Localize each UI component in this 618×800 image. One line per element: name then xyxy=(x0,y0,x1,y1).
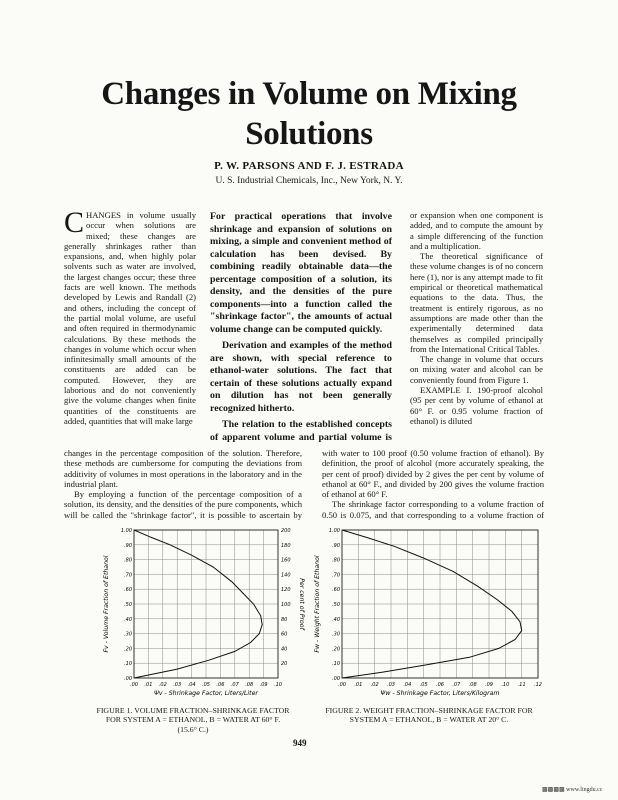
y-tick-label: .00 xyxy=(332,676,340,682)
x-tick-label: .08 xyxy=(468,682,477,688)
y2-tick-label: 120 xyxy=(281,587,291,594)
x-tick-label: .10 xyxy=(501,682,510,688)
y-tick-label: .30 xyxy=(124,631,132,638)
x-tick-label: .02 xyxy=(370,682,379,688)
figure-2-caption xyxy=(312,706,546,725)
figure-1-caption-line-1: FIGURE 1. VOLUME FRACTION–SHRINKAGE FACTOR xyxy=(96,706,290,715)
x-tick-label: .01 xyxy=(354,682,363,688)
article-title-line2: Solutions xyxy=(245,116,373,152)
figure-1-caption-line-3: (15.6° C.) xyxy=(177,724,209,734)
x-tick-label: .04 xyxy=(403,682,412,688)
y-tick-label: .40 xyxy=(124,616,132,623)
figure-2-chart xyxy=(310,522,550,700)
y2-tick-label: 80 xyxy=(281,616,288,623)
x-tick-label: .11 xyxy=(517,682,526,688)
y-tick-label: .60 xyxy=(124,587,132,594)
figure-1-caption xyxy=(76,706,310,734)
y-tick-label: .90 xyxy=(332,542,340,549)
article-title-line1: Changes in Volume on Mixing xyxy=(101,76,517,112)
authors: P. W. PARSONS AND F. J. ESTRADA xyxy=(214,160,404,172)
figure-1-chart xyxy=(100,522,308,700)
y-tick-label: .50 xyxy=(332,602,340,608)
y2-tick-label: 40 xyxy=(281,646,288,653)
y-tick-label: .20 xyxy=(124,646,132,653)
y2-tick-label: 100 xyxy=(281,602,291,608)
x-tick-label: .10 xyxy=(274,682,282,688)
x-tick-label: .12 xyxy=(534,682,542,688)
lower-left-paragraph-2: By employing a function of the percentage composition of a solution, its density, and the densities of the pure components, which will be called the "shrinkage factor", it is possible to ascertain by xyxy=(64,489,302,520)
y2-axis-label: Per cent of Proof xyxy=(298,578,305,630)
col1-paragraph: HANGES in volume usually occur when solutions are mixed; these changes are generally shrinkages rather than expansions, and, when highly polar solvents such as water are involved, the largest changes occur; these three facts are well known. The methods developed by Lewis and Randall (2) and others, including the concept of the partial molal volume, are useful and often required in thermodynamic calculations. By these methods the changes in volume which occur when infinitesimally small amounts of the constituents are added can be computed. However, they are laborious and do not conveniently give the volume changes when finite quantities of the constituents are added, quantities that will make large xyxy=(64,210,196,426)
x-tick-label: .04 xyxy=(187,682,196,688)
x-tick-label: .03 xyxy=(173,682,182,688)
x-tick-label: .07 xyxy=(452,682,461,688)
y-tick-label: .70 xyxy=(124,572,132,579)
y-tick-label: .80 xyxy=(124,557,132,564)
y-tick-label: .80 xyxy=(332,557,340,564)
figure-1-caption-line-2: FOR SYSTEM A = ETHANOL, B = WATER AT 60° F. xyxy=(105,715,281,725)
column-left xyxy=(64,210,196,448)
y-tick-label: 1.00 xyxy=(120,528,132,534)
y-tick-label: 1.00 xyxy=(328,528,340,534)
abstract-paragraph-3: The relation to the established concepts of apparent volume and partial volume is xyxy=(210,419,392,443)
lower-right-paragraph-2: The shrinkage factor corresponding to a volume fraction of 0.50 is 0.075, and that corresponding to a volume fraction of xyxy=(322,499,544,520)
lower-right-paragraph-1: with water to 100 proof (0.50 volume fraction of ethanol). By definition, the proof of alcohol (more accurately speaking, the per cent of proof) divided by 2 gives the per cent by volume of ethanol at 60° F., and divided by 200 gives the volume fraction of ethanol at 60° F. xyxy=(322,448,544,500)
col3-example: EXAMPLE I. 190-proof alcohol (95 per cent by volume of ethanol at 60° F. or 0.95 volume fraction of ethanol) is diluted xyxy=(410,385,543,426)
y-tick-label: .30 xyxy=(332,631,340,638)
y-tick-label: .10 xyxy=(332,661,340,668)
y-tick-label: .00 xyxy=(124,676,132,682)
x-tick-label: .00 xyxy=(130,682,138,688)
x-axis-label: Ψw - Shrinkage Factor, Liters/Kilogram xyxy=(380,690,500,697)
x-tick-label: .06 xyxy=(436,682,444,688)
x-tick-label: .08 xyxy=(245,682,254,688)
x-tick-label: .03 xyxy=(387,682,395,688)
y2-tick-label: 160 xyxy=(281,557,291,564)
y2-tick-label: 60 xyxy=(281,631,288,638)
x-tick-label: .09 xyxy=(259,682,268,688)
y2-tick-label: 200 xyxy=(281,528,291,534)
y-tick-label: .10 xyxy=(124,661,132,668)
abstract-paragraph-1: For practical operations that involve shrinkage and expansion of solutions on mixing, a simple and convenient method of calculation has been devised. By combining readily obtainable data—the percentage composition of a solution, its density, and the densities of the pure components—into a function called the "shrinkage factor", the amounts of actual volume change can be computed quickly. xyxy=(210,211,392,335)
x-tick-label: .09 xyxy=(485,682,493,688)
abstract-paragraph-2: Derivation and examples of the method are shown, with special reference to ethanol-water solutions. The fact that certain of these solutions actually expand on dilution has not been generally recognized hitherto. xyxy=(210,340,392,414)
figure-2-caption-line-2: SYSTEM A = ETHANOL, B = WATER AT 20° C. xyxy=(349,715,509,725)
watermark: ▩▩▩▩ www.lingdu.cc xyxy=(542,787,603,793)
y-tick-label: .90 xyxy=(124,542,132,549)
abstract-column xyxy=(210,211,392,443)
y2-tick-label: 180 xyxy=(281,542,291,549)
page-number: 949 xyxy=(293,738,307,748)
lower-right-text xyxy=(322,448,544,522)
drop-cap: C xyxy=(64,210,85,239)
col3-paragraph-3: The change in volume that occurs on mixing water and alcohol can be conveniently found from Figure 1. xyxy=(410,354,543,385)
col3-paragraph-1: or expansion when one component is added, and to compute the amount by a simple differencing of the function and a multiplication. xyxy=(410,210,543,251)
y2-tick-label: 140 xyxy=(281,572,291,579)
column-right xyxy=(410,210,543,448)
y-axis-label: Fv - Volume Fraction of Ethanol xyxy=(103,555,110,653)
figure-2-caption-line-1: FIGURE 2. WEIGHT FRACTION–SHRINKAGE FACTOR FOR xyxy=(325,706,533,715)
y-tick-label: .40 xyxy=(332,616,340,623)
affiliation: U. S. Industrial Chemicals, Inc., New York, N. Y. xyxy=(215,176,403,186)
y-tick-label: .70 xyxy=(332,572,340,579)
y-tick-label: .20 xyxy=(332,646,340,653)
x-axis-label: Ψv - Shrinkage Factor, Liters/Liter xyxy=(154,690,258,697)
y-tick-label: .50 xyxy=(124,602,132,608)
x-tick-label: .00 xyxy=(338,682,346,688)
x-tick-label: .02 xyxy=(158,682,167,688)
col3-paragraph-2: The theoretical significance of these volume changes is of no concern here (1), nor is any attempt made to fit empirical or theoretical mathematical equations to the data. Thus, the treatment is entirely rigorous, as no assumptions are made other than the experimentally determined data themselves as compiled principally from the International Critical Tables. xyxy=(410,251,543,354)
x-tick-label: .01 xyxy=(144,682,153,688)
lower-left-paragraph-1: changes in the percentage composition of the solution. Therefore, these methods are cumbersome for computing the deviations from additivity of volumes in most operations in the laboratory and in the industrial plant. xyxy=(64,448,302,489)
x-tick-label: .05 xyxy=(202,682,210,688)
y2-tick-label: 20 xyxy=(281,661,288,668)
lower-left-text xyxy=(64,448,302,522)
x-tick-label: .06 xyxy=(216,682,225,688)
y-axis-label: Fw - Weight Fraction of Ethanol xyxy=(314,555,321,653)
x-tick-label: .05 xyxy=(419,682,428,688)
x-tick-label: .07 xyxy=(230,682,239,688)
y-tick-label: .60 xyxy=(332,587,340,594)
